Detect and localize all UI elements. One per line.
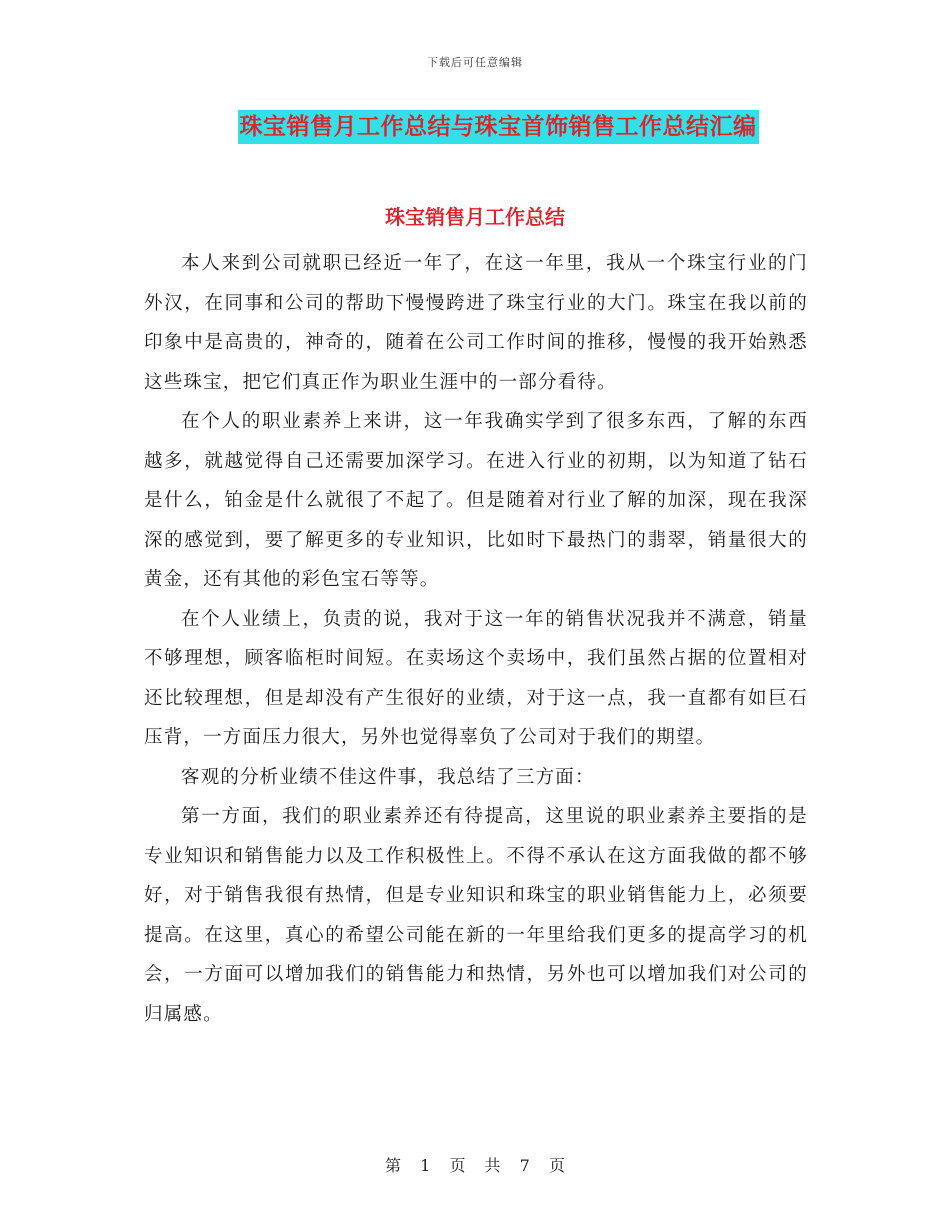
paragraph-5: 第一方面，我们的职业素养还有待提高，这里说的职业素养主要指的是专业知识和销售能力以及工作积极性上。不得不承认在这方面我做的都不够好，对于销售我很有热情，但是专业知识和珠宝的职业销售能力上，必须要提高。在这里，真心的希望公司能在新的一年里给我们更多的提高学习的机会，一方面可以增加我们的销售能力和热情，另外也可以增加我们对公司的归属感。 bbox=[144, 806, 808, 1025]
page-footer bbox=[0, 1153, 950, 1176]
total-label: 共 bbox=[484, 1156, 501, 1175]
document-title-container bbox=[0, 110, 950, 144]
paragraph-1: 本人来到公司就职已经近一年了，在这一年里，我从一个珠宝行业的门外汉，在同事和公司的帮助下慢慢跨进了珠宝行业的大门。珠宝在我以前的印象中是高贵的，神奇的，随着在公司工作时间的推移，慢慢的我开始熟悉这些珠宝，把它们真正作为职业生涯中的一部分看待。 bbox=[144, 253, 808, 393]
page-label-suffix: 页 bbox=[548, 1156, 565, 1175]
total-pages: 7 bbox=[519, 1156, 530, 1175]
page-number: 1 bbox=[420, 1156, 431, 1175]
page-label-prefix: 第 bbox=[385, 1156, 402, 1175]
paragraph-4: 客观的分析业绩不佳这件事，我总结了三方面： bbox=[181, 766, 595, 788]
paragraph-2: 在个人的职业素养上来讲，这一年我确实学到了很多东西，了解的东西越多，就越觉得自己还需要加深学习。在进入行业的初期，以为知道了钻石是什么，铂金是什么就很了不起了。但是随着对行业了解的加深，现在我深深的感觉到，要了解更多的专业知识，比如时下最热门的翡翠，销量很大的黄金，还有其他的彩色宝石等等。 bbox=[144, 411, 808, 590]
page-label-mid: 页 bbox=[449, 1156, 466, 1175]
document-body bbox=[144, 244, 808, 1034]
section-heading: 珠宝销售月工作总结 bbox=[385, 205, 565, 229]
document-title: 珠宝销售月工作总结与珠宝首饰销售工作总结汇编 bbox=[238, 110, 759, 144]
header-note: 下载后可任意编辑 bbox=[427, 56, 523, 69]
paragraph-3: 在个人业绩上，负责的说，我对于这一年的销售状况我并不满意，销量不够理想，顾客临柜时间短。在卖场这个卖场中，我们虽然占据的位置相对还比较理想，但是却没有产生很好的业绩，对于这一点，我一直都有如巨石压背，一方面压力很大，另外也觉得辜负了公司对于我们的期望。 bbox=[144, 608, 808, 748]
